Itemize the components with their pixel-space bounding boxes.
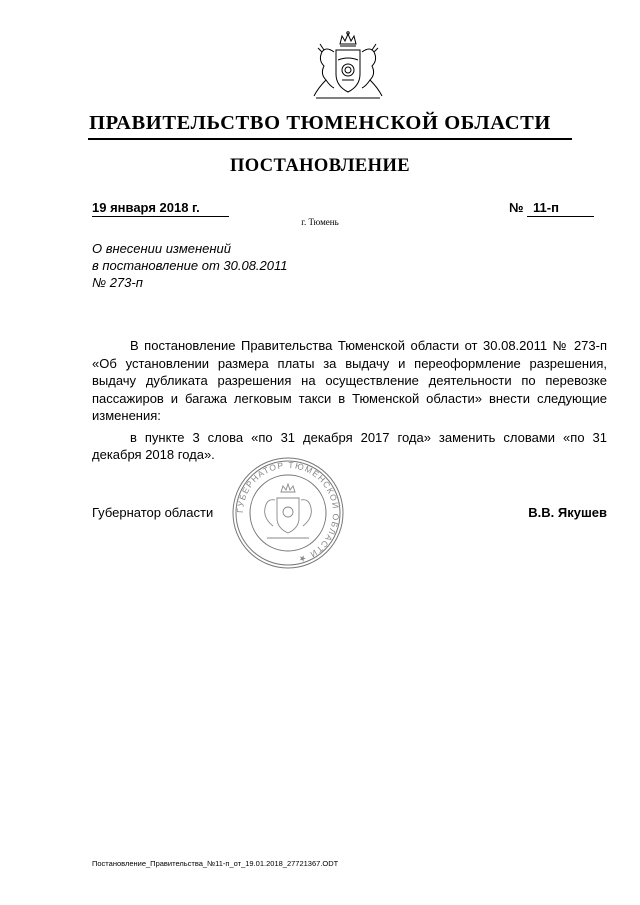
body-paragraph: В постановление Правительства Тюменской области от 30.08.2011 № 273-п «Об установлении размера платы за выдачу и переоформление разрешения, выдачу дубликата разрешения на осуществление деятельности по перевозке пассажиров и багажа легковым такси в Тюменской области» внести следующие изменения: <box>92 338 607 423</box>
signatory-name: В.В. Якушев <box>528 505 607 520</box>
coat-of-arms-icon <box>308 30 388 102</box>
header-rule <box>88 138 572 140</box>
body-paragraph: в пункте 3 слова «по 31 декабря 2017 года» заменить словами «по 31 декабря 2018 года». <box>92 429 607 462</box>
document-type-title: ПОСТАНОВЛЕНИЕ <box>229 156 410 176</box>
subject-line: № 273-п <box>92 275 143 290</box>
subject-line: в постановление от 30.08.2011 <box>92 258 288 273</box>
official-seal-icon <box>231 456 345 570</box>
document-number: 11-п <box>527 200 594 217</box>
document-number-sign: № <box>509 200 524 215</box>
svg-text:ГУБЕРНАТОР ТЮМЕНСКОЙ ОБЛАСТИ ★: ГУБЕРНАТОР ТЮМЕНСКОЙ ОБЛАСТИ ★ <box>234 459 342 565</box>
footer-filename: Постановление_Правительства_№11-п_от_19.01.2018_27721367.ODT <box>92 859 339 868</box>
organization-title: ПРАВИТЕЛЬСТВО ТЮМЕНСКОЙ ОБЛАСТИ <box>89 112 551 134</box>
document-body <box>92 337 607 468</box>
signatory-position: Губернатор области <box>92 505 214 520</box>
document-city: г. Тюмень <box>301 217 339 227</box>
subject-line: О внесении изменений <box>92 241 231 256</box>
document-subject <box>92 240 288 291</box>
document-date: 19 января 2018 г. <box>92 200 229 217</box>
